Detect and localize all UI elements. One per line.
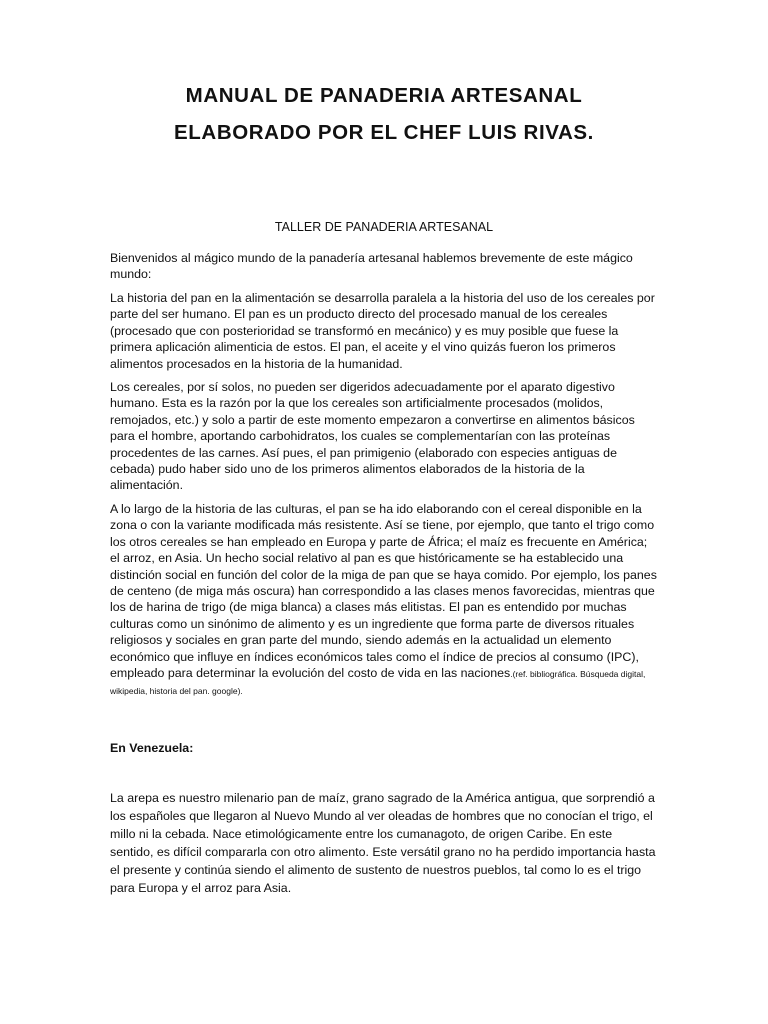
document-title-line-1: MANUAL DE PANADERIA ARTESANAL <box>185 84 583 107</box>
arepa-paragraph <box>110 789 658 897</box>
history-text-2: Los cereales, por sí solos, no pueden ser digeridos adecuadamente por el aparato digestivo humano. Esta es la razón por la que los cereales son artificialmente procesados (molidos, remojados, etc.) y solo a partir de este momento empezaron a convertirse en alimentos básicos para el hombre, aportando carbohidratos, los cuales se complementarían con las proteínas procedentes de las carnes. Así pues, el pan primigenio (elaborado con especies antiguas de cebada) pudo haber sido uno de los primeros alimentos elaborados de la historia de la alimentación. <box>110 380 635 493</box>
welcome-text: Bienvenidos al mágico mundo de la panadería artesanal hablemos brevemente de este mágico mundo: <box>110 251 633 282</box>
document-title-line-2: ELABORADO POR EL CHEF LUIS RIVAS. <box>174 121 594 144</box>
history-text-3: A lo largo de la historia de las culturas, el pan se ha ido elaborando con el cereal disponible en la zona o con la variante modificada más resistente. Así se tiene, por ejemplo, que tanto el trigo como los otros cereales se han empleado en Europa y parte de África; el maíz es frecuente en América; el arroz, en Asia. Un hecho social relativo al pan es que históricamente se ha establecido una distinción social en función del color de la miga de pan que se haya comido. Por ejemplo, los panes de centeno (de miga más oscura) han correspondido a las clases menos favorecidas, mientras que los de harina de trigo (de miga blanca) a clases más elitistas. El pan es entendido por muchas culturas como un sinónimo de alimento y es un ingrediente que forma parte de diversos rituales religiosos y sociales en gran parte del mundo, siendo además en la actualidad un elemento económico que influye en índices económicos tales como el índice de precios al consumo (IPC), empleado para determinar la evolución del costo de vida en las naciones <box>110 502 657 681</box>
history-text-3-wrapper <box>110 501 658 700</box>
history-paragraph-1 <box>110 290 658 372</box>
history-text-1: La historia del pan en la alimentación se desarrolla paralela a la historia del uso de los cereales por parte del ser humano. El pan es un producto directo del procesado manual de los cereales (procesado que con posterioridad se transformó en mecánico) y es muy posible que fuese la primera aplicación alimenticia de estos. El pan, el aceite y el vino quizás fueron los primeros alimentos procesados en la historia de la humanidad. <box>110 291 655 371</box>
welcome-paragraph <box>110 250 658 283</box>
arepa-text: La arepa es nuestro milenario pan de maíz, grano sagrado de la América antigua, que sorprendió a los españoles que llegaron al Nuevo Mundo al ver oleadas de hombres que no conocían el trigo, el millo ni la cebada. Nace etimológicamente entre los cumanagoto, de origen Caribe. En este sentido, es difícil compararla con otro alimento. Este versátil grano no ha perdido importancia hasta el presente y continúa siendo el alimento de sustento de nuestros pueblos, tal como lo es el trigo para Europa y el arroz para Asia. <box>110 791 656 895</box>
bibliographic-reference: .(ref. bibliográfica. Búsqueda digital, wikipedia, historia del pan. google). <box>110 669 646 697</box>
section-heading-venezuela: En Venezuela: <box>110 741 194 755</box>
workshop-subtitle: TALLER DE PANADERIA ARTESANAL <box>274 220 494 234</box>
history-paragraph-3 <box>110 501 658 700</box>
history-paragraph-2 <box>110 379 658 494</box>
